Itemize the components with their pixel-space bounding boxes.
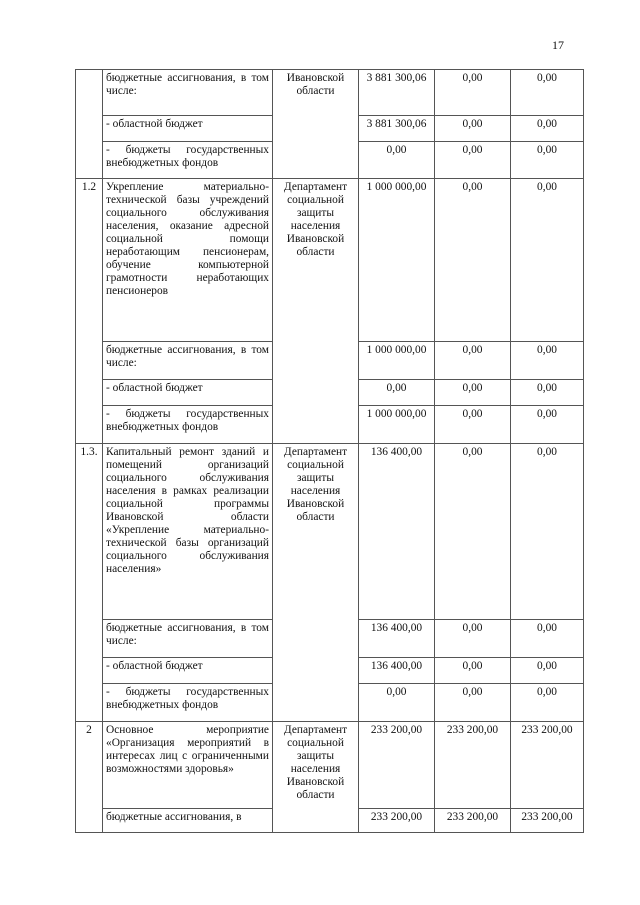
row-description: - областной бюджет	[103, 658, 273, 684]
row-description: Основное мероприятие «Организация мероприятий в интересах лиц с ограниченными возможностями здоровья»	[103, 722, 273, 809]
row-amount-2: 0,00	[435, 444, 511, 620]
row-description: - областной бюджет	[103, 380, 273, 406]
row-amount-2: 233 200,00	[435, 722, 511, 809]
row-number: 1.2	[76, 179, 103, 444]
row-description: - областной бюджет	[103, 116, 273, 142]
row-agency: Департамент социальной защиты населения Ивановской области	[273, 722, 359, 833]
table-row	[76, 179, 584, 342]
row-agency: Департамент социальной защиты населения Ивановской области	[273, 444, 359, 722]
row-amount-3: 0,00	[511, 116, 584, 142]
row-description: бюджетные ассигнования, в том числе:	[103, 70, 273, 116]
table-row	[76, 70, 584, 116]
row-amount-3: 0,00	[511, 142, 584, 179]
row-description: Укрепление материально-технической базы учреждений социального обслуживания населения, оказание адресной социальной помощи неработающим пенсионерам, обучение компьютерной грамотности неработающих пенсионеров	[103, 179, 273, 342]
row-amount-2: 0,00	[435, 116, 511, 142]
row-amount-1: 233 200,00	[359, 722, 435, 809]
row-amount-3: 0,00	[511, 658, 584, 684]
row-amount-1: 0,00	[359, 380, 435, 406]
row-number: 2	[76, 722, 103, 833]
row-number	[76, 70, 103, 179]
row-amount-3: 0,00	[511, 406, 584, 444]
row-amount-2: 0,00	[435, 342, 511, 380]
row-amount-2: 0,00	[435, 380, 511, 406]
row-description: бюджетные ассигнования, в	[103, 809, 273, 833]
row-description: - бюджеты государственных внебюджетных фондов	[103, 684, 273, 722]
row-amount-3: 0,00	[511, 179, 584, 342]
row-amount-3: 0,00	[511, 342, 584, 380]
row-amount-3: 0,00	[511, 684, 584, 722]
row-amount-1: 3 881 300,06	[359, 70, 435, 116]
row-description: - бюджеты государственных внебюджетных фондов	[103, 142, 273, 179]
row-amount-1: 0,00	[359, 684, 435, 722]
row-amount-2: 0,00	[435, 620, 511, 658]
row-amount-3: 0,00	[511, 620, 584, 658]
row-amount-2: 0,00	[435, 179, 511, 342]
row-description: - бюджеты государственных внебюджетных фондов	[103, 406, 273, 444]
row-amount-1: 233 200,00	[359, 809, 435, 833]
row-amount-3: 233 200,00	[511, 722, 584, 809]
row-amount-2: 0,00	[435, 70, 511, 116]
row-amount-3: 0,00	[511, 444, 584, 620]
budget-table	[75, 69, 584, 833]
row-amount-1: 136 400,00	[359, 620, 435, 658]
row-amount-1: 0,00	[359, 142, 435, 179]
row-description: бюджетные ассигнования, в том числе:	[103, 342, 273, 380]
row-description: бюджетные ассигнования, в том числе:	[103, 620, 273, 658]
row-amount-1: 136 400,00	[359, 444, 435, 620]
row-amount-2: 0,00	[435, 142, 511, 179]
row-amount-3: 0,00	[511, 70, 584, 116]
row-agency: Департамент социальной защиты населения Ивановской области	[273, 179, 359, 444]
row-amount-3: 233 200,00	[511, 809, 584, 833]
row-amount-2: 0,00	[435, 684, 511, 722]
row-amount-1: 1 000 000,00	[359, 406, 435, 444]
row-amount-3: 0,00	[511, 380, 584, 406]
row-amount-2: 233 200,00	[435, 809, 511, 833]
table-row	[76, 722, 584, 809]
row-amount-1: 1 000 000,00	[359, 179, 435, 342]
row-description: Капитальный ремонт зданий и помещений организаций социального обслуживания населения в рамках реализации социальной программы Ивановской области «Укрепление материально-технической базы организаций социального обслуживания населения»	[103, 444, 273, 620]
row-amount-1: 3 881 300,06	[359, 116, 435, 142]
row-amount-1: 136 400,00	[359, 658, 435, 684]
table-row	[76, 444, 584, 620]
row-amount-1: 1 000 000,00	[359, 342, 435, 380]
row-amount-2: 0,00	[435, 658, 511, 684]
page-number: 17	[552, 38, 564, 52]
row-amount-2: 0,00	[435, 406, 511, 444]
row-number: 1.3.	[76, 444, 103, 722]
row-agency: Ивановской области	[273, 70, 359, 179]
